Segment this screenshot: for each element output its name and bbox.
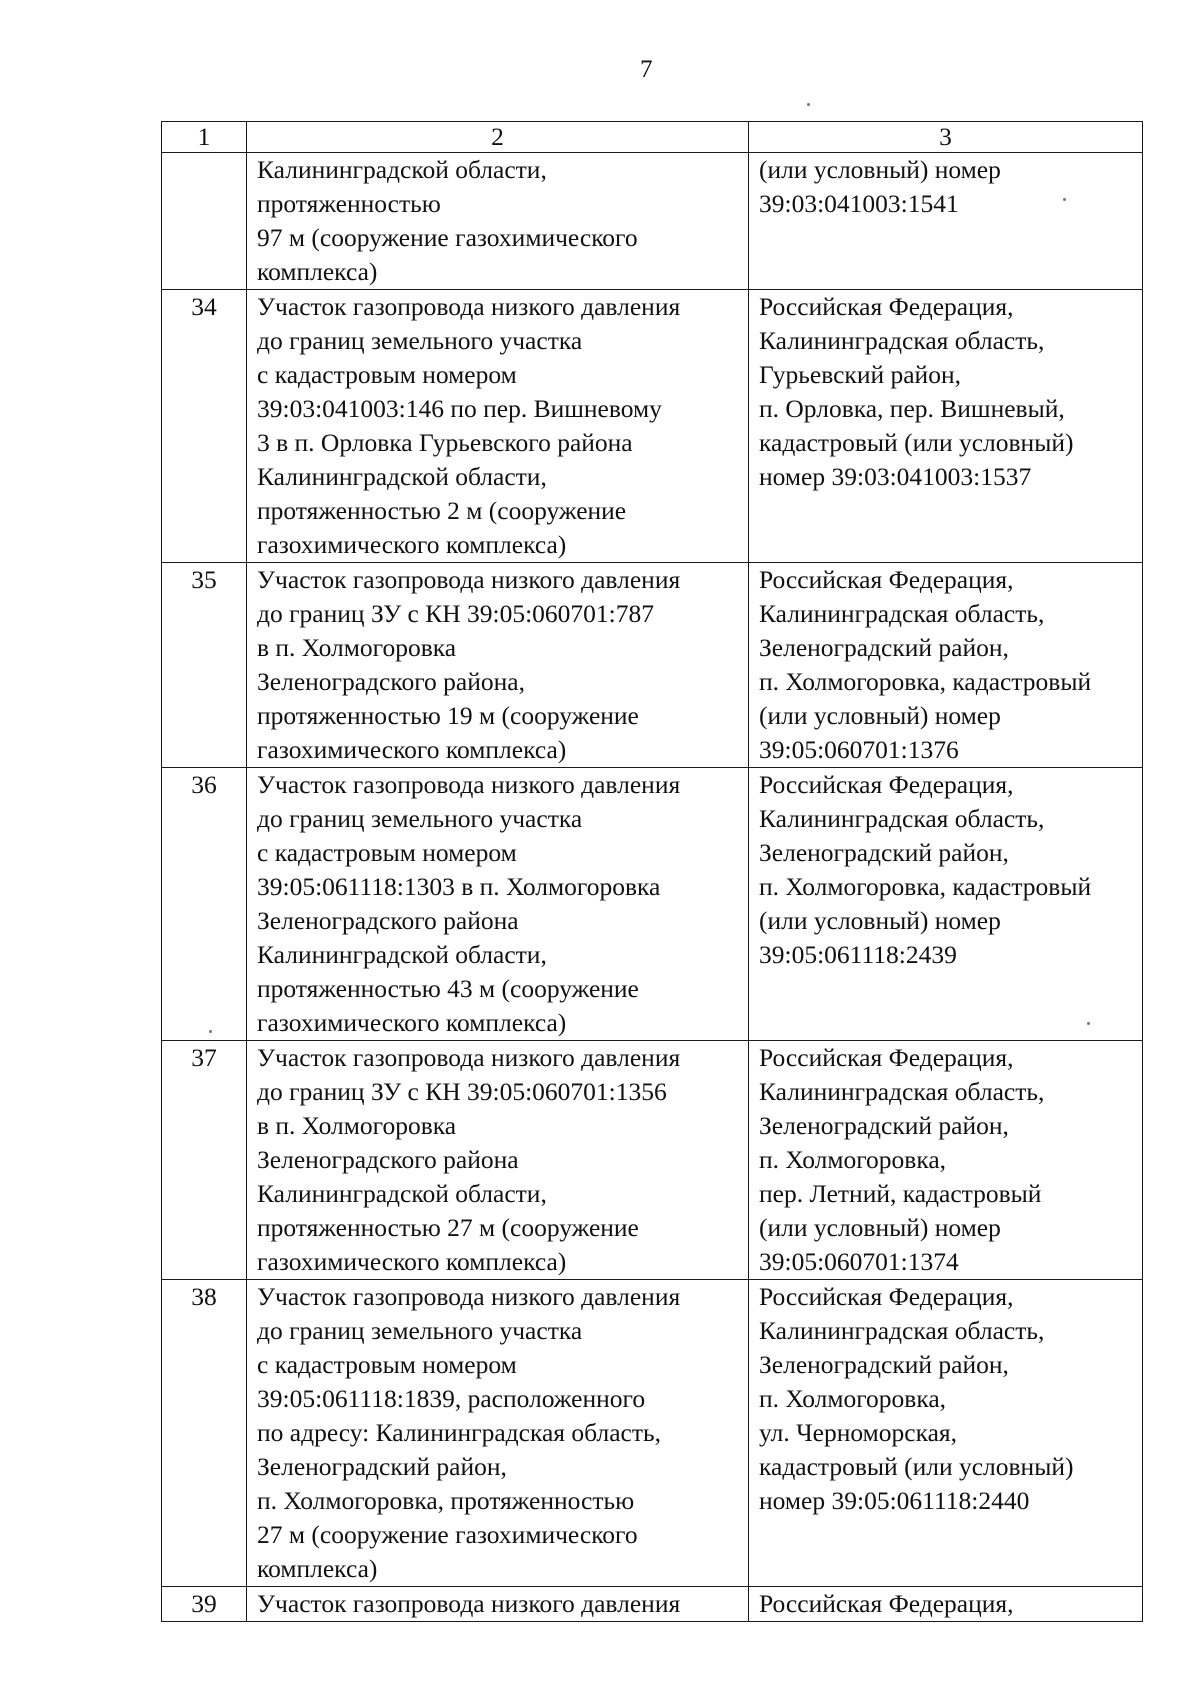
row-number: 35 <box>162 563 247 768</box>
description-line: газохимического комплекса) <box>257 530 567 559</box>
description-line: комплекса) <box>257 257 378 286</box>
location-line: Калининградская область, <box>759 1077 1045 1106</box>
description-line: протяженностью <box>257 189 441 218</box>
row-number: 38 <box>162 1280 247 1587</box>
description-line: в п. Холмогоровка <box>257 1111 457 1140</box>
description-line: до границ земельного участка <box>257 326 583 355</box>
description-line: Калининградской области, <box>257 155 547 184</box>
table-row <box>162 1587 1143 1622</box>
row-description <box>247 1041 749 1280</box>
scan-speck <box>1063 198 1066 201</box>
description-line: до границ ЗУ с КН 39:05:060701:787 <box>257 599 655 628</box>
description-line: Зеленоградского района, <box>257 667 525 696</box>
location-line: Калининградская область, <box>759 326 1045 355</box>
description-line: газохимического комплекса) <box>257 1247 567 1276</box>
table-body <box>162 153 1143 1622</box>
page-number: 7 <box>640 56 653 83</box>
description-line: с кадастровым номером <box>257 360 517 389</box>
location-line: Российская Федерация, <box>759 1589 1014 1618</box>
description-line: протяженностью 27 м (сооружение <box>257 1213 639 1242</box>
row-description <box>247 1587 749 1622</box>
description-line: до границ земельного участка <box>257 1316 583 1345</box>
description-line: Участок газопровода низкого давления <box>257 292 681 321</box>
scan-speck <box>209 1030 212 1033</box>
description-line: Калининградской области, <box>257 940 547 969</box>
header-col-2: 2 <box>247 122 749 153</box>
location-line: кадастровый (или условный) <box>759 428 1074 457</box>
registry-table <box>161 121 1143 1622</box>
description-line: по адресу: Калининградская область, <box>257 1418 661 1447</box>
description-line: 3 в п. Орловка Гурьевского района <box>257 428 633 457</box>
row-location <box>749 768 1143 1041</box>
header-col-3: 3 <box>749 122 1143 153</box>
description-line: 39:05:061118:1303 в п. Холмогоровка <box>257 872 661 901</box>
description-line: Участок газопровода низкого давления <box>257 1589 681 1618</box>
description-line: 39:03:041003:146 по пер. Вишневому <box>257 394 662 423</box>
location-line: номер 39:03:041003:1537 <box>759 462 1032 491</box>
location-line: п. Холмогоровка, кадастровый <box>759 667 1092 696</box>
row-location <box>749 1280 1143 1587</box>
description-line: газохимического комплекса) <box>257 735 567 764</box>
row-number: 34 <box>162 290 247 563</box>
description-line: 97 м (сооружение газохимического <box>257 223 638 252</box>
table-header-row <box>162 122 1143 153</box>
location-line: 39:03:041003:1541 <box>759 189 959 218</box>
row-description <box>247 153 749 290</box>
location-line: Зеленоградский район, <box>759 1350 1009 1379</box>
location-line: (или условный) номер <box>759 1213 1001 1242</box>
description-line: протяженностью 2 м (сооружение <box>257 496 627 525</box>
table-row <box>162 1041 1143 1280</box>
description-line: Участок газопровода низкого давления <box>257 1043 681 1072</box>
row-description <box>247 563 749 768</box>
row-description <box>247 768 749 1041</box>
description-line: Калининградской области, <box>257 1179 547 1208</box>
table-row <box>162 1280 1143 1587</box>
table-row <box>162 290 1143 563</box>
row-location <box>749 563 1143 768</box>
location-line: пер. Летний, кадастровый <box>759 1179 1042 1208</box>
row-number: 36 <box>162 768 247 1041</box>
scan-speck <box>1087 1022 1090 1025</box>
scan-speck <box>807 103 810 106</box>
location-line: п. Холмогоровка, кадастровый <box>759 872 1092 901</box>
description-line: Зеленоградского района <box>257 906 519 935</box>
row-number <box>162 153 247 290</box>
location-line: кадастровый (или условный) <box>759 1452 1074 1481</box>
description-line: комплекса) <box>257 1554 378 1583</box>
location-line: номер 39:05:061118:2440 <box>759 1486 1030 1515</box>
description-line: п. Холмогоровка, протяженностью <box>257 1486 635 1515</box>
location-line: 39:05:061118:2439 <box>759 940 957 969</box>
description-line: протяженностью 43 м (сооружение <box>257 974 639 1003</box>
location-line: Российская Федерация, <box>759 292 1014 321</box>
description-line: до границ земельного участка <box>257 804 583 833</box>
row-location <box>749 290 1143 563</box>
location-line: Российская Федерация, <box>759 770 1014 799</box>
table-row <box>162 768 1143 1041</box>
row-location <box>749 1041 1143 1280</box>
header-col-1: 1 <box>162 122 247 153</box>
location-line: 39:05:060701:1376 <box>759 735 959 764</box>
location-line: Калининградская область, <box>759 804 1045 833</box>
row-location <box>749 1587 1143 1622</box>
description-line: Зеленоградский район, <box>257 1452 507 1481</box>
description-line: Зеленоградского района <box>257 1145 519 1174</box>
description-line: в п. Холмогоровка <box>257 633 457 662</box>
location-line: Гурьевский район, <box>759 360 961 389</box>
location-line: Зеленоградский район, <box>759 1111 1009 1140</box>
location-line: п. Холмогоровка, <box>759 1145 947 1174</box>
location-line: Калининградская область, <box>759 1316 1045 1345</box>
description-line: Участок газопровода низкого давления <box>257 565 681 594</box>
description-line: 39:05:061118:1839, расположенного <box>257 1384 646 1413</box>
description-line: 27 м (сооружение газохимического <box>257 1520 638 1549</box>
location-line: (или условный) номер <box>759 155 1001 184</box>
row-location <box>749 153 1143 290</box>
row-description <box>247 1280 749 1587</box>
row-number: 37 <box>162 1041 247 1280</box>
location-line: ул. Черноморская, <box>759 1418 958 1447</box>
location-line: Российская Федерация, <box>759 565 1014 594</box>
location-line: п. Орловка, пер. Вишневый, <box>759 394 1065 423</box>
description-line: газохимического комплекса) <box>257 1008 567 1037</box>
table-row <box>162 153 1143 290</box>
location-line: (или условный) номер <box>759 906 1001 935</box>
location-line: Зеленоградский район, <box>759 633 1009 662</box>
row-description <box>247 290 749 563</box>
table-row <box>162 563 1143 768</box>
description-line: протяженностью 19 м (сооружение <box>257 701 639 730</box>
location-line: п. Холмогоровка, <box>759 1384 947 1413</box>
description-line: с кадастровым номером <box>257 1350 517 1379</box>
description-line: Калининградской области, <box>257 462 547 491</box>
description-line: с кадастровым номером <box>257 838 517 867</box>
location-line: Калининградская область, <box>759 599 1045 628</box>
description-line: до границ ЗУ с КН 39:05:060701:1356 <box>257 1077 667 1106</box>
description-line: Участок газопровода низкого давления <box>257 1282 681 1311</box>
location-line: Российская Федерация, <box>759 1043 1014 1072</box>
row-number: 39 <box>162 1587 247 1622</box>
location-line: Российская Федерация, <box>759 1282 1014 1311</box>
location-line: (или условный) номер <box>759 701 1001 730</box>
description-line: Участок газопровода низкого давления <box>257 770 681 799</box>
location-line: 39:05:060701:1374 <box>759 1247 959 1276</box>
location-line: Зеленоградский район, <box>759 838 1009 867</box>
